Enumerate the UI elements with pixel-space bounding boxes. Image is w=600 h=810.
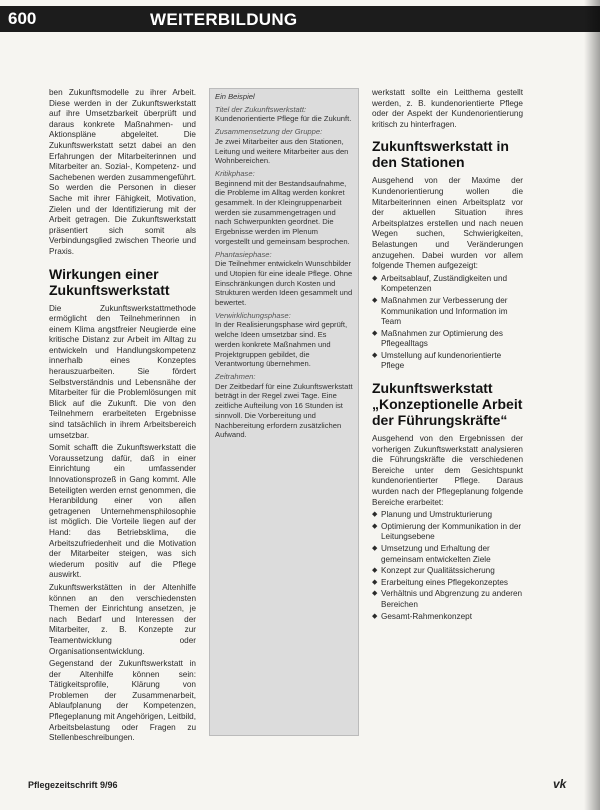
paragraph: Gegenstand der Zukunftswerkstatt in der Altenhilfe können sein: Tätigkeitsprofile, Klärung von Problemen der Zusammenarbeit, Ablaufplanung der Kompetenzen, Pflegeplanung mit Angehörigen, Leitbild, Arbeitsbelastung oder Fragen zu Stellenbeschreibungen.	[49, 659, 196, 743]
box-section-heading: Verwirklichungsphase:	[215, 310, 291, 320]
box-section-heading: Phantasiephase:	[215, 249, 272, 259]
paragraph: Somit schafft die Zukunftswerkstatt die Voraussetzung dafür, daß in einer Einrichtung ein umfassender Innovationsprozeß in Gang kommt. Alle Beteiligten werden ernst genommen, die Heranbildung einer von allen getragenen Unternehmensphilosophie ist möglich. Die Vorteile liegen auf der Hand: das Betriebsklima, die Arbeitszufriedenheit und die Motivation der Mitarbeiter steigen, was sich wiederum positiv auf die Pflege auswirkt.	[49, 443, 196, 580]
intro-paragraph: ben Zukunftsmodelle zu ihrer Arbeit. Diese werden in der Zukunftswerkstatt auf ihre Umsetzbarkeit überprüft und daraus konkrete Maßnahmen- und Aktionspläne abgeleitet. Die Zukunftswerkstatt setzt dabei an den Erfahrungen der Mitarbeiterinnen und Mitarbeiter an. Sozial-, Kompetenz- und Sachebenen werden zusammengeführt. So werden die Personen in dieser Sache mit ihrer Fähigkeit, Motivation, Zielen und der Identifizierung mit der Arbeit getragen. Die Zukunftswerkstatt präsentiert sich somit als Verbindungsglied zwischen Theorie und Praxis.	[49, 88, 196, 256]
list-item: ◆ Maßnahmen zur Optimierung des Pflegealltags	[372, 329, 523, 350]
box-section-text: In der Realisierungsphase wird geprüft, welche Ideen umsetzbar sind. Es werden konkrete Maßnahmen und Projektgruppen gebildet, die Verantwortung übernehmen.	[215, 320, 348, 369]
intro-paragraph: werkstatt sollte ein Leitthema gestellt werden, z. B. kundenorientierte Pflege oder der Aspekt der Kundenorientierung kritisch zu hinterfragen.	[372, 88, 523, 129]
list-item: ◆ Planung und Umstrukturierung	[372, 510, 523, 521]
list-item: ◆ Verhältnis und Abgrenzung zu anderen Bereichen	[372, 589, 523, 610]
paragraph: Die Zukunftswerkstattmethode ermöglicht den Teilnehmerinnen in einem Klima angstfreier Neugierde eine kritische Distanz zur Arbeit im Alltag zu entwickeln und Handlungskompetenz innerhalb eines Konzeptes herauszuarbeiten. Sie fördert Selbstverständnis und Lebensnähe der Mitarbeiter für die Problemlösungen mit Blick auf die Zukunft. Die von den Teilnehmern erarbeiteten Ergebnisse sind tatsächlich in ihrem Arbeitsbereich umsetzbar.	[49, 303, 196, 440]
box-section-text: Je zwei Mitarbeiter aus den Stationen, Leitung und weitere Mitarbeiter aus den Wohnbereichen.	[215, 136, 349, 166]
box-section-heading: Titel der Zukunftswerkstatt:	[215, 104, 307, 114]
right-column	[372, 88, 523, 626]
journal-footer: Pflegezeitschrift 9/96	[28, 780, 118, 790]
box-section-text: Der Zeitbedarf für eine Zukunftswerkstatt beträgt in der Regel zwei Tage. Eine zeitliche Aufteilung von 16 Stunden ist sinnvoll. Die Vorbereitung und Nachbereitung erfordern zusätzlichen Aufwand.	[215, 381, 353, 440]
box-section-heading: Kritikphase:	[215, 168, 255, 178]
box-section-heading: Zeitrahmen:	[215, 371, 256, 381]
heading-fuehrungskraefte: Zukunftswerkstatt „Konzeptionelle Arbeit der Führungskräfte“	[372, 380, 523, 429]
section-title: WEITERBILDUNG	[150, 10, 298, 29]
publisher-logo: vk	[553, 777, 567, 791]
box-title: Ein Beispiel	[215, 92, 255, 101]
header-bar	[0, 6, 600, 32]
box-section-heading: Zusammensetzung der Gruppe:	[215, 127, 323, 137]
list-item: ◆ Umstellung auf kundenorientierte Pflege	[372, 351, 523, 372]
heading-stationen: Zukunftswerkstatt in den Stationen	[372, 138, 509, 171]
page-binding-shadow	[584, 0, 600, 810]
box-section-text: Die Teilnehmer entwickeln Wunschbilder und Utopien für eine ideale Pflege. Ohne Einschränkungen durch Kosten und Strukturen werden Ideen gesammelt und bewertet.	[215, 259, 353, 308]
bullet-list-1	[372, 274, 523, 372]
list-item: ◆ Umsetzung und Erhaltung der gemeinsam entwickelten Ziele	[372, 544, 523, 565]
paragraph: Ausgehend von den Ergebnissen der vorherigen Zukunftswerkstatt analysieren die Führungskräfte die verschiedenen Bereiche unter dem Gesichtspunkt kundenorientierter Pflege. Daraus wurden nach der Pflegeplanung folgende Bereiche erarbeitet:	[372, 434, 523, 507]
paragraph: Ausgehend von der Maxime der Kundenorientierung wollen die Mitarbeiterinnen einen Arbeitsplatz vor der aktuellen Situation ihres Arbeitsplatzes erstellen und nach neuen Wegen suchen, Schwierigkeiten, Belastungen und Veränderungen anzugehen. Dabei wurden vor allem folgende Themen aufgezeigt:	[372, 176, 523, 271]
list-item: ◆ Erarbeitung eines Pflegekonzeptes	[372, 578, 523, 589]
box-section-text: Kundenorientierte Pflege für die Zukunft.	[215, 114, 352, 124]
box-section-text: Beginnend mit der Bestandsaufnahme, die Probleme im Alltag werden konkret gesammelt. In der Kleingruppenarbeit werden sie zusammengetragen und nach Schwerpunkten geordnet. Die Ergebnisse werden im Plenum vorgestellt und gemeinsam besprochen.	[215, 178, 350, 246]
bullet-list-2	[372, 510, 523, 622]
page-number: 600	[8, 9, 37, 28]
list-item: ◆ Gesamt-Rahmenkonzept	[372, 612, 523, 623]
list-item: ◆ Konzept zur Qualitätssicherung	[372, 566, 523, 577]
list-item: ◆ Arbeitsablauf, Zuständigkeiten und Kompetenzen	[372, 274, 523, 295]
list-item: ◆ Maßnahmen zur Verbesserung der Kommunikation und Information im Team	[372, 296, 523, 328]
left-column	[49, 88, 196, 746]
paragraph: Zukunftswerkstätten in der Altenhilfe können an den verschiedensten Themen der Einrichtung ansetzen, je nach Bedarf und Interessen der Mitarbeiter, z. B. Konzepte zur Teamentwicklung oder Organisationsentwicklung.	[49, 582, 196, 656]
example-box	[209, 88, 359, 736]
heading-wirkungen: Wirkungen einer Zukunftswerkstatt	[49, 265, 170, 298]
list-item: ◆ Optimierung der Kommunikation in der Leitungsebene	[372, 522, 523, 543]
